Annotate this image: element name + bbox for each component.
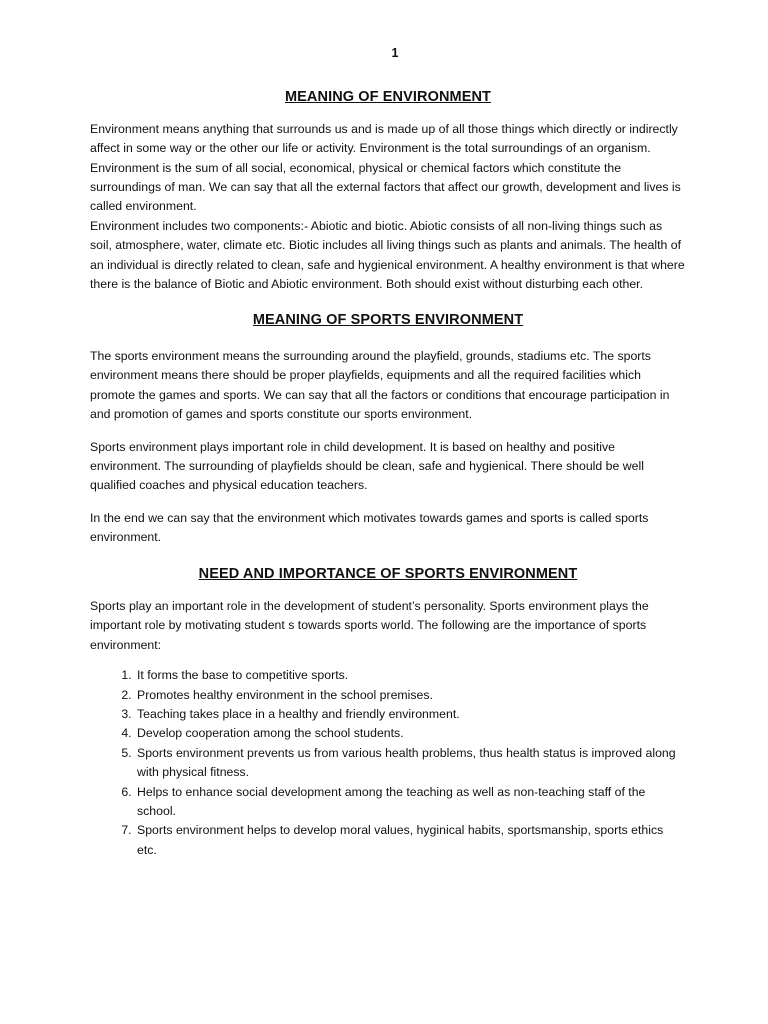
list-item: 4. Develop cooperation among the school students. bbox=[135, 724, 686, 743]
list-item: 5. Sports environment prevents us from various health problems, thus health status is improved along with physical fitness. bbox=[135, 744, 686, 783]
page-number: 1 bbox=[391, 46, 399, 60]
paragraph: Environment means anything that surrounds us and is made up of all those things which directly or indirectly affect in some way or the other our life or activity. Environment is the total surroundings of an organism. Environment is the sum of all social, economical, physical or chemical factors which constitute the surroundings of man. We can say that all the external factors that affect our growth, development and lives is called environment. bbox=[90, 121, 681, 214]
paragraph: Sports environment plays important role in child development. It is based on healthy and positive environment. The surrounding of playfields should be clean, safe and hygienical. There should be well qualified coaches and physical education teachers. bbox=[90, 439, 644, 493]
heading-meaning-of-sports-environment: MEANING OF SPORTS ENVIRONMENT bbox=[252, 312, 524, 329]
list-item: 6. Helps to enhance social development among the teaching as well as non-teaching staff of the school. bbox=[135, 783, 686, 822]
heading-need-and-importance: NEED AND IMPORTANCE OF SPORTS ENVIRONMENT bbox=[198, 565, 578, 582]
list-item: 2. Promotes healthy environment in the school premises. bbox=[135, 686, 686, 705]
list-item: 1. It forms the base to competitive sports. bbox=[135, 666, 686, 685]
paragraph: Sports play an important role in the development of student’s personality. Sports environment plays the important role by motivating student s towards sports world. The following are the importance of sports environment: bbox=[90, 598, 649, 652]
importance-list bbox=[90, 666, 686, 860]
paragraph: In the end we can say that the environment which motivates towards games and sports is called sports environment. bbox=[90, 510, 649, 545]
list-item: 3. Teaching takes place in a healthy and friendly environment. bbox=[135, 705, 686, 724]
heading-meaning-of-environment: MEANING OF ENVIRONMENT bbox=[284, 89, 491, 106]
list-item: 7. Sports environment helps to develop moral values, hyginical habits, sportsmanship, sports ethics etc. bbox=[135, 821, 686, 860]
paragraph: Environment includes two components:- Abiotic and biotic. Abiotic consists of all non-living things such as soil, atmosphere, water, climate etc. Biotic includes all living things such as plants and animals. The health of an individual is directly related to clean, safe and hygienical environment. A healthy environment is that where there is the balance of Biotic and Abiotic environment. Both should exist without disturbing each other. bbox=[90, 218, 685, 292]
paragraph: The sports environment means the surrounding around the playfield, grounds, stadiums etc. The sports environment means there should be proper playfields, equipments and all the required facilities which promote the games and sports. We can say that all the factors or conditions that encourage participation in and promotion of games and sports constitute our sports environment. bbox=[90, 348, 670, 422]
